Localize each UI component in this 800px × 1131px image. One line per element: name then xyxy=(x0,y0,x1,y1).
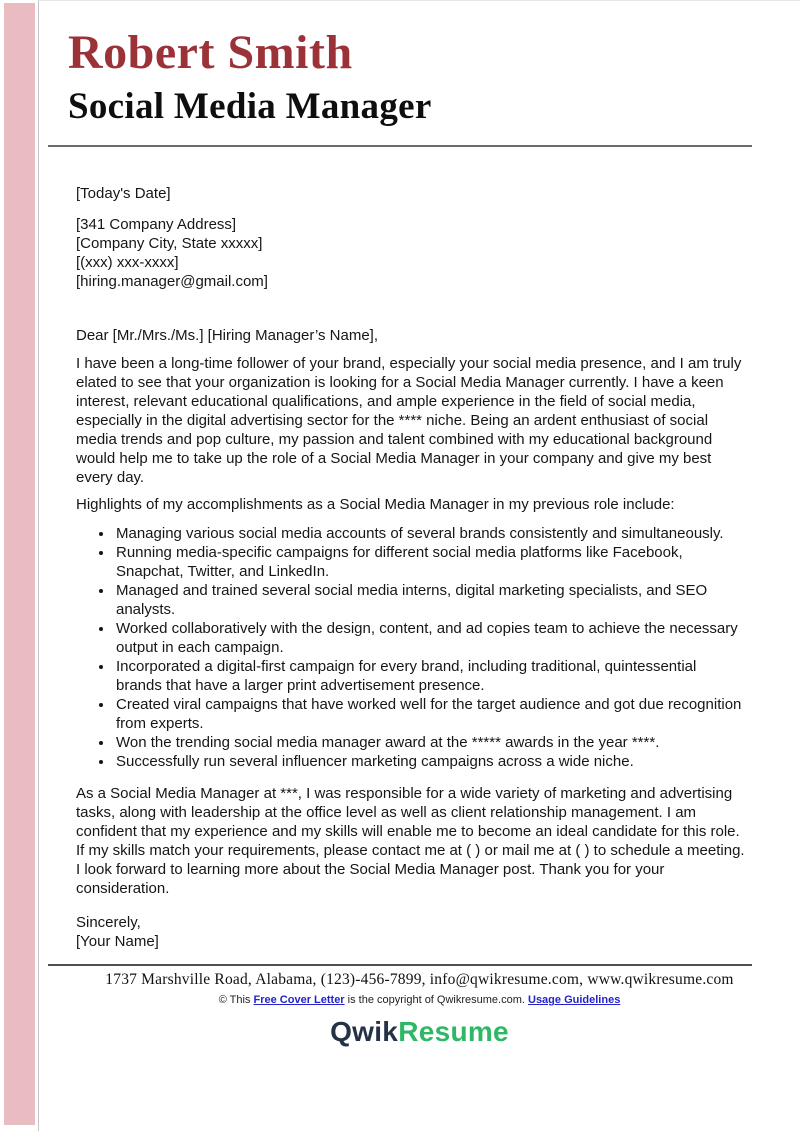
letter-page xyxy=(38,0,800,1131)
date-line: [Today's Date] xyxy=(76,185,171,202)
highlight-item: • Created viral campaigns that have worked well for the target audience and got due recognition from experts. xyxy=(114,695,745,733)
highlights-list xyxy=(76,524,745,771)
copyright-line xyxy=(39,994,800,1006)
usage-guidelines-link[interactable]: Usage Guidelines xyxy=(528,994,621,1006)
highlights-intro: Highlights of my accomplishments as a Social Media Manager in my previous role include: xyxy=(76,496,675,513)
signoff: Sincerely, xyxy=(76,914,141,931)
header-divider xyxy=(48,145,752,147)
highlight-item: • Incorporated a digital-first campaign for every brand, including traditional, quintessential brands that have a larger print advertisement presence. xyxy=(114,657,745,695)
address-line: [341 Company Address] xyxy=(76,216,237,233)
highlight-item: • Managing various social media accounts of several brands consistently and simultaneously. xyxy=(114,524,745,543)
copyright-text-middle: is the copyright of Qwikresume.com. xyxy=(344,994,528,1006)
closing-paragraph: As a Social Media Manager at ***, I was responsible for a wide variety of marketing and advertising tasks, along with leadership at the office level as well as client relationship management. I am confident that my experience and my skills will enable me to become an ideal candidate for this role. If my skills match your requirements, please contact me at ( ) or mail me at ( ) to schedule a meeting. I look forward to learning more about the Social Media Manager post. Thank you for your consideration. xyxy=(76,785,745,897)
signoff-block xyxy=(76,913,745,951)
intro-paragraph: I have been a long-time follower of your brand, especially your social media presence, and I am truly elated to see that your organization is looking for a Social Media Manager currently. I have a keen interest, relevant educational qualifications, and ample experience in the field of social media, especially in the digital advertising sector for the **** niche. Being an ardent enthusiast of social media trends and pop culture, my passion and talent combined with my educational background would help me to take up the role of a Social Media Manager in your company and give my best every day. xyxy=(76,355,742,486)
highlight-item: • Won the trending social media manager award at the ***** awards in the year ****. xyxy=(114,733,745,752)
copyright-text-prefix: © This xyxy=(218,994,254,1006)
signature-name: [Your Name] xyxy=(76,933,159,950)
address-block xyxy=(76,215,745,291)
left-accent-stripe xyxy=(4,3,35,1125)
logo-resume-text: Resume xyxy=(398,1016,509,1047)
header-name: Robert Smith xyxy=(68,26,353,79)
highlight-item: • Worked collaboratively with the design, content, and ad copies team to achieve the necessary output in each campaign. xyxy=(114,619,745,657)
brand-logo xyxy=(39,1016,800,1048)
address-line: [(xxx) xxx-xxxx] xyxy=(76,254,179,271)
highlight-item: • Managed and trained several social media interns, digital marketing specialists, and SEO analysts. xyxy=(114,581,745,619)
footer-contact-line: 1737 Marshville Road, Alabama, (123)-456-7899, info@qwikresume.com, www.qwikresume.com xyxy=(105,971,734,988)
letter-body xyxy=(76,184,745,951)
address-line: [hiring.manager@gmail.com] xyxy=(76,273,268,290)
logo-qwik-text: Qwik xyxy=(330,1016,399,1047)
footer-divider xyxy=(48,964,752,966)
free-cover-letter-link[interactable]: Free Cover Letter xyxy=(253,994,345,1006)
greeting: Dear [Mr./Mrs./Ms.] [Hiring Manager’s Name], xyxy=(76,327,379,344)
address-line: [Company City, State xxxxx] xyxy=(76,235,263,252)
header-title: Social Media Manager xyxy=(68,86,432,127)
highlight-item: • Successfully run several influencer marketing campaigns across a wide niche. xyxy=(114,752,745,771)
highlight-item: • Running media-specific campaigns for different social media platforms like Facebook, Snapchat, Twitter, and LinkedIn. xyxy=(114,543,745,581)
